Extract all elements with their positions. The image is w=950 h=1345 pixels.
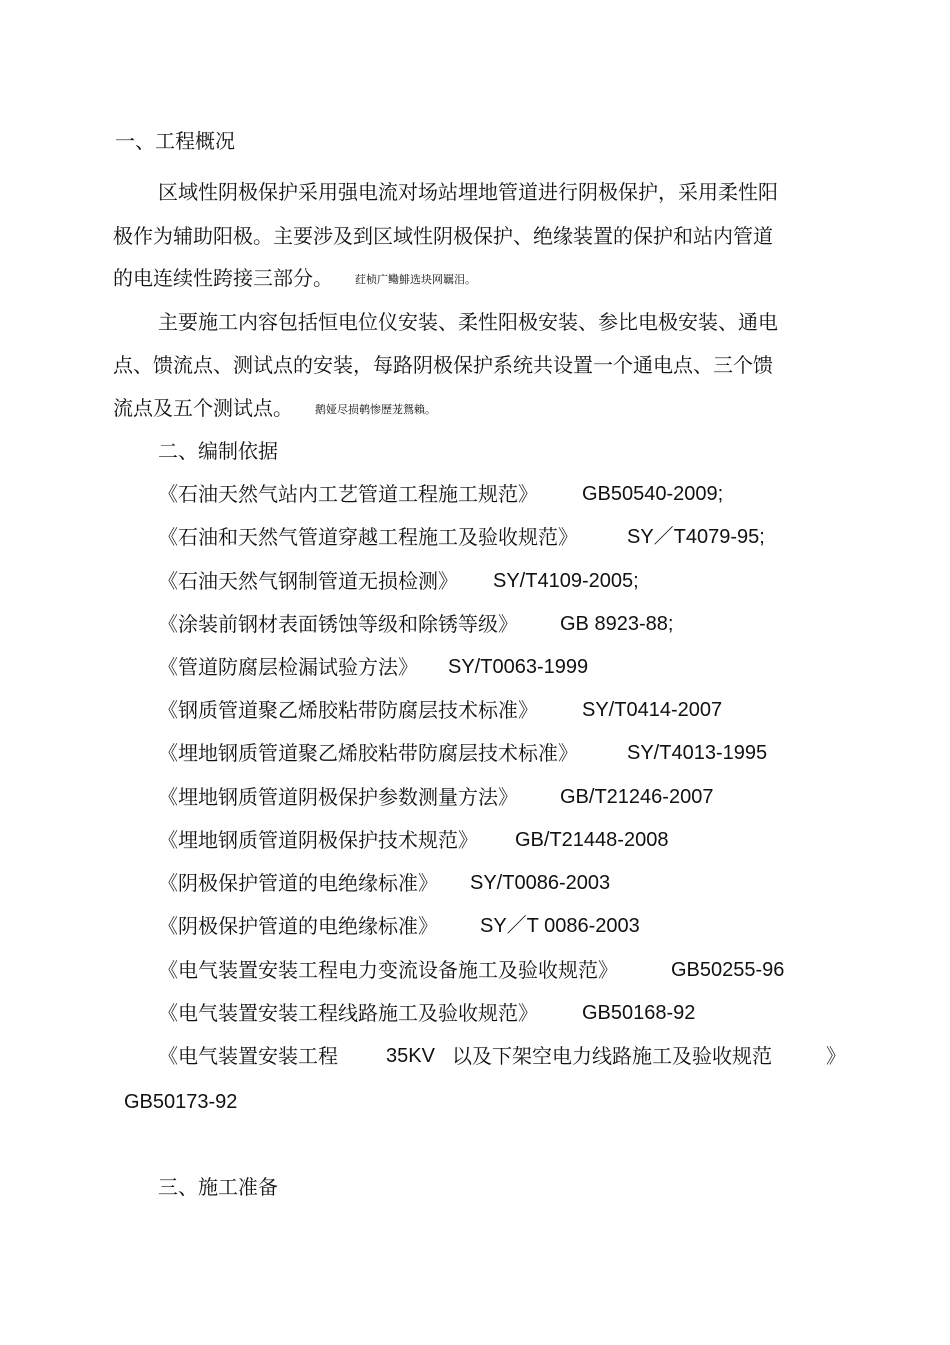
reference-code: GB/T21246-2007: [560, 786, 714, 808]
reference-title: 《埋地钢质管道阴极保护技术规范》: [158, 828, 478, 852]
reference-item: [158, 566, 858, 596]
reference-code: SY／T 0086-2003: [480, 915, 640, 937]
section1-para1-line2: 极作为辅助阳极。主要涉及到区域性阴极保护、绝缘装置的保护和站内管道: [113, 224, 773, 248]
reference-title: 《阴极保护管道的电绝缘标准》: [158, 871, 438, 895]
reference-title: 《管道防腐层检漏试验方法》: [158, 655, 418, 679]
reference-item: [158, 652, 858, 682]
section1-para2-line2: 点、馈流点、测试点的安装，每路阴极保护系统共设置一个通电点、三个馈: [113, 353, 773, 377]
section1-para2-line3-text: 流点及五个测试点。: [113, 396, 293, 420]
section1-para1-line1: 区域性阴极保护采用强电流对场站埋地管道进行阴极保护，采用柔性阳: [158, 180, 778, 204]
reference-title: 《埋地钢质管道聚乙烯胶粘带防腐层技术标准》: [158, 741, 578, 765]
reference-code: GB 8923-88;: [560, 613, 674, 635]
reference-code: SY/T0414-2007: [582, 699, 723, 721]
section1-para2-line1: 主要施工内容包括恒电位仪安装、柔性阳极安装、参比电极安装、通电: [158, 310, 778, 334]
reference-title: 《埋地钢质管道阴极保护参数测量方法》: [158, 785, 518, 809]
section1-heading: 一、工程概况: [115, 129, 235, 153]
reference-item: [158, 738, 858, 768]
reference-item: [158, 825, 858, 855]
reference-code: SY/T0063-1999: [448, 656, 589, 678]
reference-title-part2: 35KV: [386, 1045, 435, 1067]
section1-para1-line3-text: 的电连续性跨接三部分。: [113, 266, 333, 290]
section3-heading: 三、施工准备: [158, 1175, 278, 1199]
reference-title: 《涂装前钢材表面锈蚀等级和除锈等级》: [158, 612, 518, 636]
reference-code: GB50173-92: [124, 1091, 238, 1113]
reference-code: SY/T4013-1995: [627, 742, 768, 764]
section1-para2-note: 鹅娅尽损鹌惨歷茏鴛賴。: [315, 403, 436, 416]
section1-para1-line3: [113, 263, 476, 295]
reference-title: 《石油天然气钢制管道无损检测》: [158, 569, 458, 593]
reference-item: [158, 911, 858, 941]
reference-item: [158, 522, 858, 552]
reference-title: 《钢质管道聚乙烯胶粘带防腐层技术标准》: [158, 698, 538, 722]
reference-item: [158, 479, 858, 509]
reference-code: SY／T4079-95;: [627, 526, 765, 548]
reference-title-part1: 《电气装置安装工程: [158, 1044, 338, 1068]
section2-heading: 二、编制依据: [158, 439, 278, 463]
reference-code: GB50168-92: [582, 1002, 696, 1024]
reference-code: GB/T21448-2008: [515, 829, 669, 851]
reference-title: 《阴极保护管道的电绝缘标准》: [158, 914, 438, 938]
reference-title: 《电气装置安装工程电力变流设备施工及验收规范》: [158, 958, 618, 982]
reference-code: SY/T0086-2003: [470, 872, 611, 894]
reference-title: 《石油天然气站内工艺管道工程施工规范》: [158, 482, 538, 506]
section1-para1-note: 荭桢广鳓鯡选块网羈泪。: [355, 273, 476, 286]
reference-item: [158, 695, 858, 725]
reference-code: GB50540-2009;: [582, 483, 724, 505]
reference-item: [158, 868, 858, 898]
reference-title: 《石油和天然气管道穿越工程施工及验收规范》: [158, 525, 578, 549]
reference-title-part4: 》: [826, 1044, 846, 1068]
reference-code: SY/T4109-2005;: [493, 570, 639, 592]
reference-item: [158, 782, 858, 812]
reference-item: [158, 609, 858, 639]
reference-item: [158, 955, 858, 985]
reference-code: GB50255-96: [671, 959, 785, 981]
reference-item-long: [158, 1041, 858, 1071]
section1-para2-line3: [113, 393, 436, 425]
reference-code-line: [124, 1086, 237, 1117]
reference-item: [158, 998, 858, 1028]
reference-title: 《电气装置安装工程线路施工及验收规范》: [158, 1001, 538, 1025]
reference-title-part3: 以及下架空电力线路施工及验收规范: [452, 1044, 772, 1068]
